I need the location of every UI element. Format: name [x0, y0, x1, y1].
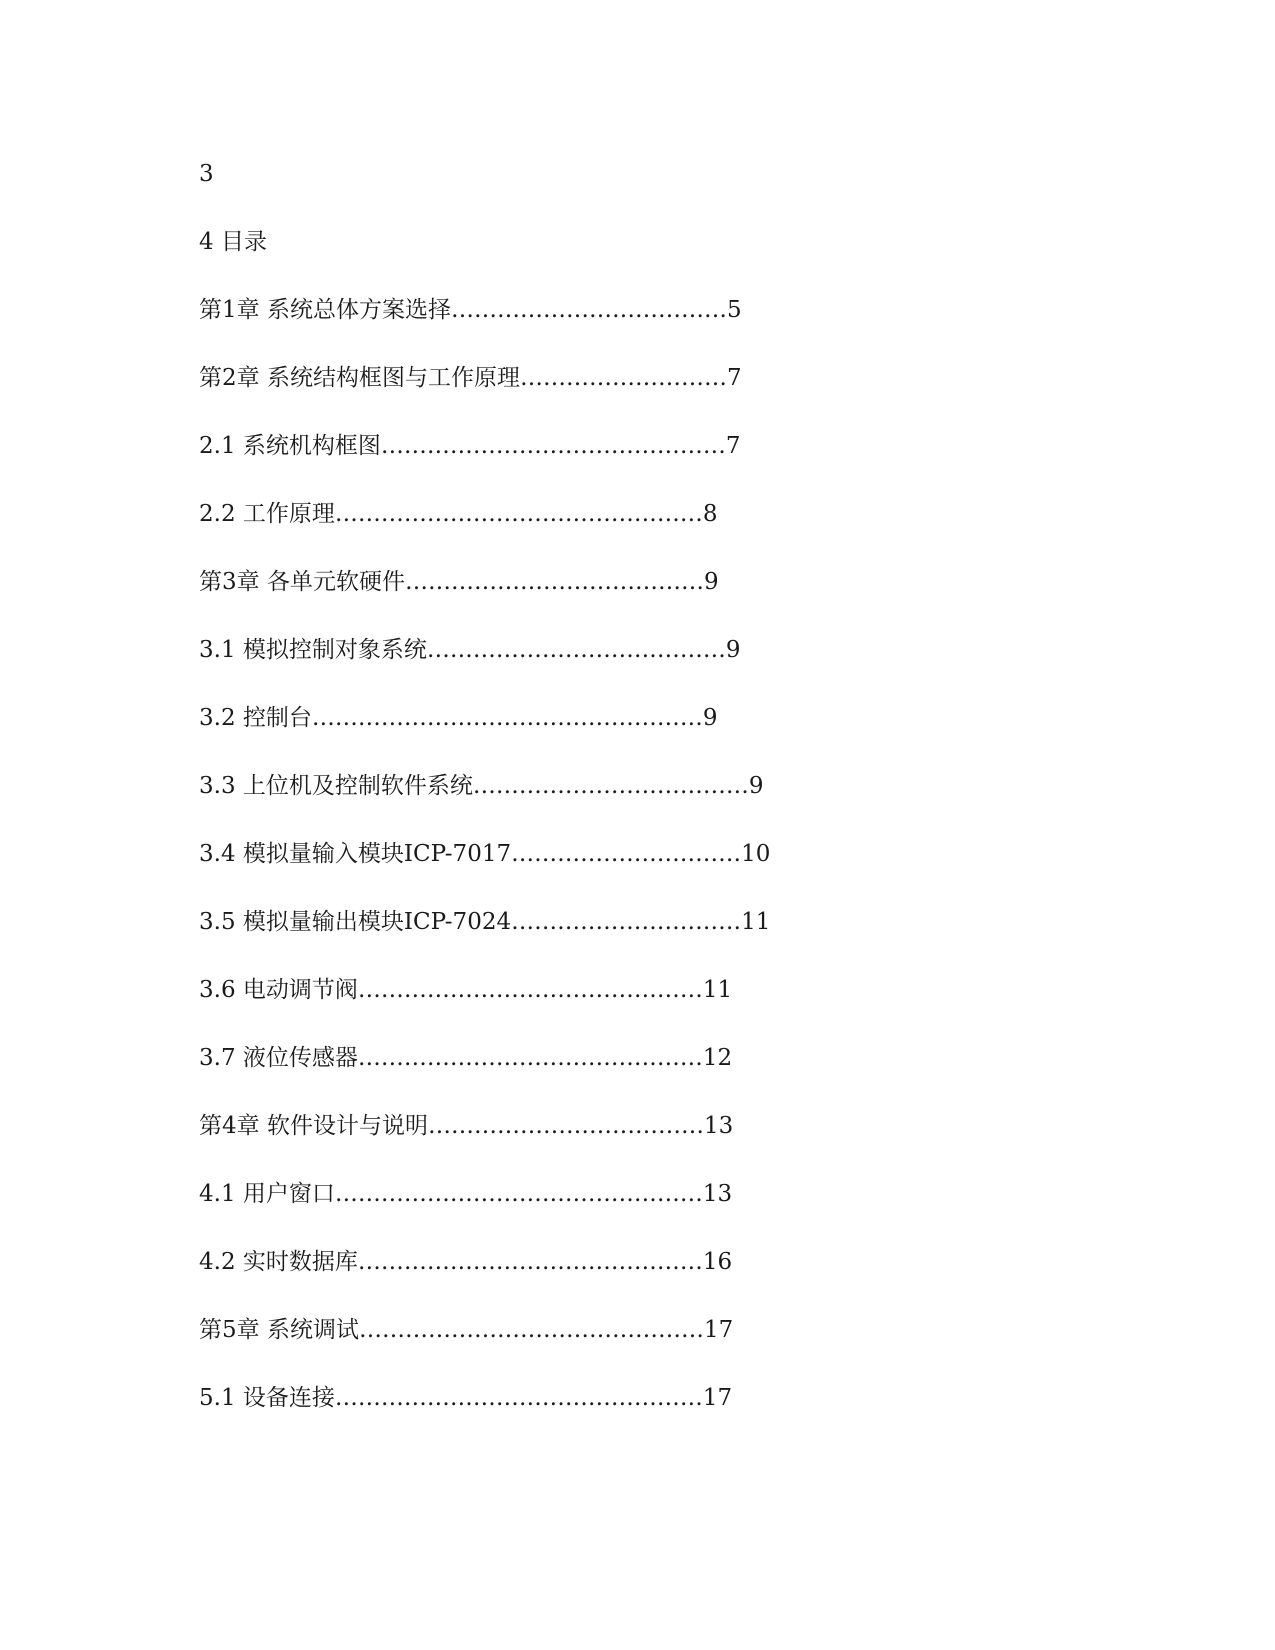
- toc-entry-title: 3.4 模拟量输入模块ICP-7017: [199, 841, 512, 867]
- toc-entry-page: 7: [726, 365, 742, 391]
- toc-entry: [199, 1316, 733, 1344]
- toc-entry: [199, 1112, 733, 1140]
- toc-entry-title: 第3章 各单元软硬件: [199, 569, 405, 595]
- toc-entry-title: 3.3 上位机及控制软件系统: [199, 773, 473, 799]
- toc-entry-title: 3.2 控制台: [199, 705, 312, 731]
- toc-entry-page: 11: [702, 977, 733, 1003]
- toc-entry: [199, 1180, 732, 1208]
- toc-entry-page: 5: [726, 297, 742, 323]
- toc-entry: [199, 1384, 732, 1412]
- toc-entry-title: 第1章 系统总体方案选择: [199, 297, 451, 323]
- toc-leader-dots: ………………………………………: [380, 433, 726, 459]
- toc-leader-dots: ………………………………………: [357, 977, 703, 1003]
- toc-entry-page: 10: [741, 841, 771, 867]
- toc-entry-page: 17: [703, 1317, 734, 1343]
- toc-entry: [199, 568, 719, 596]
- toc-entry: [199, 1044, 732, 1072]
- toc-leader-dots: ………………………………………: [358, 1317, 704, 1343]
- toc-entry: [199, 636, 741, 664]
- toc-title: 4 目录: [199, 229, 267, 255]
- toc-entry-title: 3.5 模拟量输出模块ICP-7024: [199, 909, 512, 935]
- toc-entry: [199, 908, 770, 936]
- toc-entry-page: 12: [702, 1045, 733, 1071]
- toc-entry: [199, 976, 732, 1004]
- toc-leader-dots: …………………………………………: [334, 1181, 703, 1207]
- toc-entry: [199, 296, 742, 324]
- toc-entry-title: 3.1 模拟控制对象系统: [199, 637, 427, 663]
- toc-entry-title: 4.2 实时数据库: [199, 1249, 358, 1275]
- toc-leader-dots: …………………………: [511, 841, 742, 867]
- toc-entry-page: 9: [748, 773, 764, 799]
- toc-leader-dots: …………………………………………: [334, 1385, 703, 1411]
- toc-leader-dots: ………………………………………: [357, 1045, 703, 1071]
- toc-leader-dots: ………………………………………: [357, 1249, 703, 1275]
- toc-entry-title: 第5章 系统调试: [199, 1317, 359, 1343]
- toc-entry: [199, 432, 741, 460]
- toc-entry-page: 16: [702, 1249, 733, 1275]
- toc-entry-title: 第4章 软件设计与说明: [199, 1113, 428, 1139]
- toc-entry-title: 3.7 液位传感器: [199, 1045, 358, 1071]
- toc-leader-dots: …………………………: [511, 909, 742, 935]
- toc-entry: [199, 1248, 732, 1276]
- toc-leader-dots: …………………………………………: [334, 501, 703, 527]
- toc-entry-page: 9: [703, 569, 719, 595]
- toc-entry-page: 7: [725, 433, 741, 459]
- toc-entry: [199, 840, 770, 868]
- toc-entry-page: 9: [725, 637, 741, 663]
- toc-leader-dots: …………………………………: [404, 569, 704, 595]
- toc-entry: [199, 704, 718, 732]
- toc-entry: [199, 500, 718, 528]
- toc-entry-title: 2.2 工作原理: [199, 501, 335, 527]
- toc-leader-dots: ………………………………: [427, 1113, 704, 1139]
- page-number: 3: [199, 161, 214, 187]
- toc-leader-dots: ………………………: [519, 365, 727, 391]
- toc-entry-page: 9: [702, 705, 718, 731]
- toc-entry: [199, 364, 742, 392]
- toc-entry-page: 13: [702, 1181, 733, 1207]
- toc-entry-title: 2.1 系统机构框图: [199, 433, 381, 459]
- toc-leader-dots: ………………………………: [472, 773, 749, 799]
- toc-entry: [199, 772, 764, 800]
- toc-entry-title: 4.1 用户窗口: [199, 1181, 335, 1207]
- toc-leader-dots: ……………………………………………: [311, 705, 703, 731]
- toc-entry-page: 8: [702, 501, 718, 527]
- toc-leader-dots: ………………………………: [450, 297, 727, 323]
- toc-entry-title: 3.6 电动调节阀: [199, 977, 358, 1003]
- toc-entry-page: 17: [702, 1385, 733, 1411]
- toc-entry-title: 5.1 设备连接: [199, 1385, 335, 1411]
- toc-entry-title: 第2章 系统结构框图与工作原理: [199, 365, 520, 391]
- toc-entry-page: 11: [741, 909, 771, 935]
- toc-entry-page: 13: [703, 1113, 734, 1139]
- toc-leader-dots: …………………………………: [426, 637, 726, 663]
